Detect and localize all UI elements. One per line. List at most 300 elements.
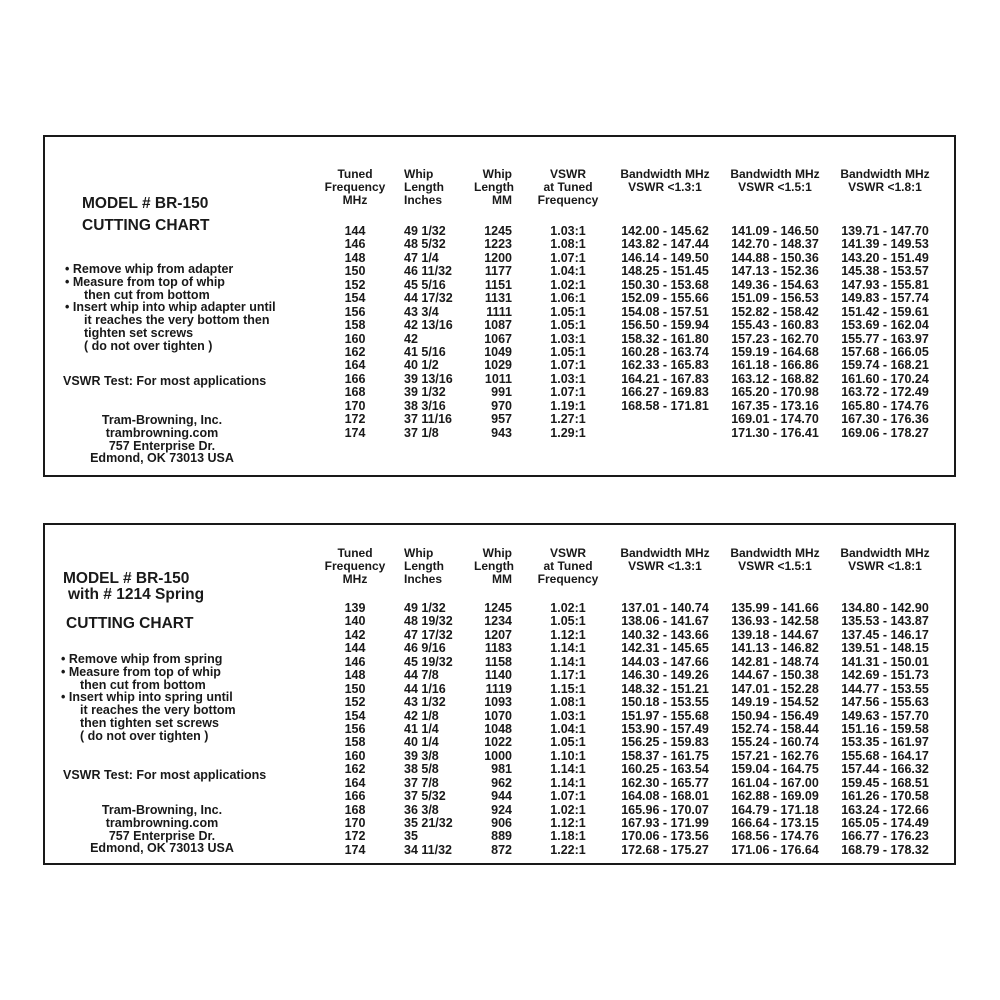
- cell-bandwidth-1-5: 165.20 - 170.98: [731, 385, 819, 400]
- header-line: Frequency: [537, 193, 599, 207]
- header-line: Length: [404, 559, 444, 573]
- company-address-block: [55, 414, 269, 465]
- cell-whip-length-mm: 1151: [484, 277, 512, 292]
- table-row: [320, 412, 940, 425]
- cell-whip-length-mm: 1200: [484, 250, 512, 265]
- table-row: [320, 278, 940, 291]
- header-vswr: [526, 547, 610, 586]
- cell-bandwidth-1-8: 139.51 - 148.15: [841, 641, 929, 656]
- cell-vswr: 1.08:1: [550, 237, 586, 252]
- table-row: [320, 789, 940, 802]
- cell-whip-length-inches: 46 9/16: [404, 641, 446, 656]
- cell-whip-length-inches: 47 17/32: [404, 627, 453, 642]
- cell-whip-length-mm: 1000: [484, 748, 512, 763]
- header-line: Whip: [482, 546, 512, 560]
- header-line: at Tuned: [543, 180, 593, 194]
- header-line: Inches: [404, 193, 443, 207]
- cell-whip-length-inches: 39 3/8: [404, 748, 439, 763]
- cell-bandwidth-1-5: 168.56 - 174.76: [731, 829, 819, 844]
- cell-tuned-frequency: 160: [344, 331, 366, 346]
- table-row: [320, 399, 940, 412]
- table-row: [320, 305, 940, 318]
- table-row: [320, 426, 940, 439]
- cell-vswr: 1.19:1: [550, 398, 586, 413]
- instruction-line: ( do not over tighten ): [84, 338, 213, 353]
- cell-whip-length-mm: 924: [491, 802, 512, 817]
- cell-tuned-frequency: 144: [344, 224, 366, 238]
- cell-vswr: 1.12:1: [550, 816, 586, 830]
- instruction-line: then tighten set screws: [80, 715, 219, 730]
- header-line: MHz: [342, 193, 368, 207]
- cell-vswr: 1.03:1: [550, 224, 586, 238]
- table-row: [320, 695, 940, 708]
- header-line: Whip: [404, 167, 434, 181]
- cell-bandwidth-1-3: 160.28 - 163.74: [621, 344, 709, 359]
- cell-bandwidth-1-5: 169.01 - 174.70: [731, 412, 819, 427]
- company-address-block: [55, 804, 269, 855]
- cutting-chart-panel-br150: [43, 135, 956, 477]
- cell-bandwidth-1-8: 141.39 - 149.53: [841, 237, 929, 252]
- cell-whip-length-inches: 40 1/2: [404, 358, 439, 373]
- cell-vswr: 1.14:1: [550, 775, 586, 790]
- header-tuned-frequency: [320, 168, 390, 207]
- cell-bandwidth-1-5: 136.93 - 142.58: [731, 614, 819, 629]
- cell-bandwidth-1-5: 159.04 - 164.75: [731, 762, 819, 777]
- cell-bandwidth-1-5: 161.04 - 167.00: [731, 775, 819, 790]
- cell-tuned-frequency: 146: [344, 237, 366, 252]
- cell-tuned-frequency: 156: [344, 304, 366, 319]
- cell-tuned-frequency: 164: [344, 775, 366, 790]
- table-row: [320, 291, 940, 304]
- cell-bandwidth-1-8: 149.83 - 157.74: [841, 291, 929, 306]
- table-header-row: [320, 547, 940, 586]
- cell-bandwidth-1-3: 151.97 - 155.68: [621, 708, 709, 723]
- cell-whip-length-mm: 872: [491, 842, 512, 857]
- cell-bandwidth-1-5: 155.43 - 160.83: [731, 318, 819, 333]
- cell-whip-length-inches: 38 3/16: [404, 398, 446, 413]
- cell-bandwidth-1-3: 166.27 - 169.83: [621, 385, 709, 400]
- cell-tuned-frequency: 162: [344, 344, 366, 359]
- chart-label: CUTTING CHART: [82, 217, 210, 234]
- table-row: [320, 776, 940, 789]
- header-line: VSWR <1.5:1: [738, 559, 812, 573]
- cell-bandwidth-1-3: [610, 412, 720, 425]
- table-row: [320, 709, 940, 722]
- cell-tuned-frequency: 168: [344, 802, 366, 817]
- cell-bandwidth-1-8: 163.24 - 172.66: [841, 802, 929, 817]
- header-line: Bandwidth MHz: [840, 546, 930, 560]
- cell-vswr: 1.07:1: [550, 358, 586, 373]
- cell-bandwidth-1-5: 171.30 - 176.41: [731, 425, 819, 440]
- cell-bandwidth-1-3: 167.93 - 171.99: [621, 816, 709, 830]
- cell-vswr: 1.22:1: [550, 842, 586, 857]
- cell-vswr: 1.05:1: [550, 735, 586, 750]
- table-row: [320, 358, 940, 371]
- header-line: MM: [492, 193, 512, 207]
- instructions-list: [65, 263, 276, 353]
- table-row: [320, 318, 940, 331]
- cell-bandwidth-1-8: 137.45 - 146.17: [841, 627, 929, 642]
- cell-whip-length-mm: 1111: [486, 304, 512, 319]
- cell-vswr: 1.14:1: [550, 641, 586, 656]
- cell-bandwidth-1-3: 158.37 - 161.75: [621, 748, 709, 763]
- cell-whip-length-mm: 1070: [484, 708, 512, 723]
- cell-vswr: 1.07:1: [550, 250, 586, 265]
- header-line: Whip: [482, 167, 512, 181]
- cell-vswr: 1.14:1: [550, 762, 586, 777]
- instruction-line: then cut from bottom: [84, 287, 210, 302]
- cell-bandwidth-1-5: 163.12 - 168.82: [731, 371, 819, 386]
- header-line: VSWR <1.5:1: [738, 180, 812, 194]
- cell-bandwidth-1-5: 139.18 - 144.67: [731, 627, 819, 642]
- cell-whip-length-inches: 37 11/16: [404, 412, 452, 427]
- cell-bandwidth-1-8: 161.26 - 170.58: [841, 789, 929, 804]
- company-address-line: Tram-Browning, Inc.: [101, 803, 223, 817]
- cell-bandwidth-1-3: 150.18 - 153.55: [621, 695, 709, 710]
- cell-whip-length-inches: 40 1/4: [404, 735, 439, 750]
- cell-tuned-frequency: 156: [344, 721, 366, 736]
- model-title-line: MODEL # BR-150: [82, 195, 209, 212]
- cell-bandwidth-1-8: 145.38 - 153.57: [841, 264, 929, 279]
- cell-whip-length-mm: 1087: [484, 318, 512, 333]
- company-address-line: Tram-Browning, Inc.: [101, 413, 223, 427]
- cell-whip-length-mm: 1234: [484, 614, 512, 629]
- cell-bandwidth-1-3: [610, 426, 720, 439]
- cell-bandwidth-1-8: 143.20 - 151.49: [841, 250, 929, 265]
- cell-tuned-frequency: 140: [344, 614, 366, 629]
- cell-whip-length-inches: 45 19/32: [404, 654, 453, 669]
- cell-whip-length-inches: 38 5/8: [404, 762, 439, 777]
- table-row: [320, 682, 940, 695]
- cell-whip-length-mm: 1207: [484, 627, 512, 642]
- cell-bandwidth-1-3: 160.25 - 163.54: [621, 762, 709, 777]
- cell-bandwidth-1-5: 149.36 - 154.63: [731, 277, 819, 292]
- cell-whip-length-mm: 970: [491, 398, 512, 413]
- cell-tuned-frequency: 142: [344, 627, 366, 642]
- cell-bandwidth-1-5: 142.81 - 148.74: [731, 654, 819, 669]
- cell-bandwidth-1-8: 144.77 - 153.55: [841, 681, 929, 696]
- cell-vswr: 1.14:1: [550, 654, 586, 669]
- cell-bandwidth-1-5: 162.88 - 169.09: [731, 789, 819, 804]
- cell-whip-length-mm: 944: [491, 789, 512, 804]
- model-title-line: with # 1214 Spring: [68, 586, 205, 603]
- cell-vswr: 1.04:1: [550, 721, 586, 736]
- cell-whip-length-inches: 48 19/32: [404, 614, 453, 629]
- model-title-line: MODEL # BR-150: [63, 570, 190, 587]
- cell-whip-length-inches: 41 1/4: [404, 721, 439, 736]
- table-row: [320, 641, 940, 654]
- cell-vswr: 1.17:1: [550, 668, 586, 683]
- header-line: Bandwidth MHz: [730, 167, 820, 181]
- cell-whip-length-inches: 42 1/8: [404, 708, 439, 723]
- instruction-line: it reaches the very bottom: [80, 703, 236, 718]
- cell-whip-length-inches: 43 1/32: [404, 695, 446, 710]
- header-line: Frequency: [537, 572, 599, 586]
- cell-bandwidth-1-8: 155.77 - 163.97: [841, 331, 929, 346]
- cell-whip-length-inches: 44 1/16: [404, 681, 446, 696]
- cell-whip-length-mm: 1067: [484, 331, 512, 346]
- cell-whip-length-mm: 991: [491, 385, 512, 400]
- cell-bandwidth-1-8: 151.16 - 159.58: [841, 721, 929, 736]
- instructions-list: [61, 653, 236, 743]
- cell-bandwidth-1-3: 172.68 - 175.27: [621, 842, 709, 857]
- cell-bandwidth-1-5: 147.01 - 152.28: [731, 681, 819, 696]
- company-address-line: trambrowning.com: [105, 425, 219, 440]
- cutting-chart-panel-br150-spring: [43, 523, 956, 865]
- table-row: [320, 345, 940, 358]
- cell-bandwidth-1-3: 142.31 - 145.65: [621, 641, 709, 656]
- cell-whip-length-inches: 36 3/8: [404, 802, 439, 817]
- instruction-line: • Insert whip into spring until: [61, 690, 233, 705]
- cell-vswr: 1.06:1: [550, 291, 586, 306]
- header-whip-length-mm: [474, 547, 512, 586]
- model-title: [63, 571, 204, 603]
- cell-tuned-frequency: 139: [344, 601, 366, 615]
- cell-vswr: 1.18:1: [550, 829, 586, 844]
- cell-vswr: 1.15:1: [550, 681, 586, 696]
- cell-tuned-frequency: 166: [344, 371, 366, 386]
- cell-bandwidth-1-8: 151.42 - 159.61: [841, 304, 929, 319]
- header-line: Frequency: [324, 180, 386, 194]
- header-line: VSWR <1.3:1: [628, 180, 702, 194]
- instruction-line: • Measure from top of whip: [65, 274, 225, 289]
- table-body: [320, 601, 940, 856]
- cell-tuned-frequency: 174: [344, 842, 366, 857]
- cell-vswr: 1.03:1: [550, 331, 586, 346]
- cell-bandwidth-1-5: 161.18 - 166.86: [731, 358, 819, 373]
- cell-bandwidth-1-8: 155.68 - 164.17: [841, 748, 929, 763]
- table-row: [320, 601, 940, 614]
- cell-bandwidth-1-8: 141.31 - 150.01: [841, 654, 929, 669]
- cell-whip-length-mm: 1245: [484, 224, 512, 238]
- cell-vswr: 1.02:1: [550, 277, 586, 292]
- cell-vswr: 1.05:1: [550, 304, 586, 319]
- cell-bandwidth-1-8: 142.69 - 151.73: [841, 668, 929, 683]
- header-tuned-frequency: [320, 547, 390, 586]
- table-row: [320, 655, 940, 668]
- header-line: Inches: [404, 572, 443, 586]
- cell-bandwidth-1-3: 143.82 - 147.44: [621, 237, 709, 252]
- cell-bandwidth-1-5: 159.19 - 164.68: [731, 344, 819, 359]
- cell-bandwidth-1-8: 165.80 - 174.76: [841, 398, 929, 413]
- cell-whip-length-mm: 1011: [484, 371, 512, 386]
- cell-vswr: 1.05:1: [550, 614, 586, 629]
- model-title: [82, 194, 208, 214]
- cell-whip-length-inches: 46 11/32: [404, 264, 452, 279]
- table-row: [320, 628, 940, 641]
- cell-whip-length-inches: 42: [404, 331, 418, 346]
- header-line: VSWR: [550, 546, 586, 560]
- cell-bandwidth-1-3: 148.25 - 151.45: [621, 264, 709, 279]
- cell-bandwidth-1-3: 140.32 - 143.66: [621, 627, 709, 642]
- cell-tuned-frequency: 150: [344, 681, 366, 696]
- header-line: at Tuned: [543, 559, 593, 573]
- header-line: Bandwidth MHz: [620, 546, 710, 560]
- cell-whip-length-inches: 43 3/4: [404, 304, 439, 319]
- table-header-row: [320, 168, 940, 207]
- cell-vswr: 1.10:1: [550, 748, 586, 763]
- cell-bandwidth-1-8: 161.60 - 170.24: [841, 371, 929, 386]
- cell-vswr: 1.29:1: [550, 425, 586, 440]
- cell-bandwidth-1-5: 164.79 - 171.18: [731, 802, 819, 817]
- header-bandwidth-1-3: [610, 547, 720, 586]
- cell-whip-length-mm: 1093: [484, 695, 512, 710]
- table-row: [320, 803, 940, 816]
- cell-bandwidth-1-5: 142.70 - 148.37: [731, 237, 819, 252]
- cell-whip-length-inches: 37 1/8: [404, 425, 439, 440]
- cell-bandwidth-1-8: 169.06 - 178.27: [841, 425, 929, 440]
- header-line: Tuned: [337, 167, 373, 181]
- cell-bandwidth-1-5: 144.67 - 150.38: [731, 668, 819, 683]
- cell-bandwidth-1-5: 157.21 - 162.76: [731, 748, 819, 763]
- cell-bandwidth-1-8: 166.77 - 176.23: [841, 829, 929, 844]
- header-line: VSWR: [550, 167, 586, 181]
- cell-whip-length-inches: 39 1/32: [404, 385, 446, 400]
- header-line: Length: [404, 180, 444, 194]
- cell-bandwidth-1-8: 153.35 - 161.97: [841, 735, 929, 750]
- header-line: Bandwidth MHz: [840, 167, 930, 181]
- cell-tuned-frequency: 154: [344, 708, 366, 723]
- cell-bandwidth-1-3: 138.06 - 141.67: [621, 614, 709, 629]
- table-row: [320, 843, 940, 856]
- cell-tuned-frequency: 172: [344, 412, 366, 427]
- cell-vswr: 1.27:1: [550, 412, 586, 427]
- cell-whip-length-mm: 889: [491, 829, 512, 844]
- table-row: [320, 372, 940, 385]
- cell-tuned-frequency: 158: [344, 735, 366, 750]
- table-row: [320, 224, 940, 237]
- header-line: Length: [474, 180, 514, 194]
- instruction-line: • Remove whip from spring: [61, 652, 223, 666]
- cell-bandwidth-1-8: 153.69 - 162.04: [841, 318, 929, 333]
- cell-bandwidth-1-3: 154.08 - 157.51: [621, 304, 709, 319]
- cell-bandwidth-1-3: 148.32 - 151.21: [621, 681, 709, 696]
- table-row: [320, 251, 940, 264]
- cell-bandwidth-1-3: 162.30 - 165.77: [621, 775, 709, 790]
- cell-whip-length-inches: 49 1/32: [404, 601, 446, 615]
- cell-whip-length-inches: 49 1/32: [404, 224, 446, 238]
- cell-bandwidth-1-8: 159.45 - 168.51: [841, 775, 929, 790]
- cell-whip-length-mm: 1048: [484, 721, 512, 736]
- header-line: Bandwidth MHz: [620, 167, 710, 181]
- cell-whip-length-inches: 44 7/8: [404, 668, 439, 683]
- cell-whip-length-inches: 45 5/16: [404, 277, 446, 292]
- header-whip-length-inches: [390, 168, 474, 207]
- cell-bandwidth-1-8: 157.68 - 166.05: [841, 344, 929, 359]
- table-row: [320, 264, 940, 277]
- cell-vswr: 1.05:1: [550, 318, 586, 333]
- cell-whip-length-mm: 1029: [484, 358, 512, 373]
- cell-whip-length-inches: 39 13/16: [404, 371, 453, 386]
- cell-bandwidth-1-5: 141.13 - 146.82: [731, 641, 819, 656]
- header-line: VSWR <1.8:1: [848, 180, 922, 194]
- cell-bandwidth-1-3: 164.21 - 167.83: [621, 371, 709, 386]
- cell-whip-length-mm: 1158: [484, 654, 512, 669]
- cell-bandwidth-1-8: 134.80 - 142.90: [841, 601, 929, 615]
- cell-bandwidth-1-3: 142.00 - 145.62: [621, 224, 709, 238]
- cell-tuned-frequency: 172: [344, 829, 366, 844]
- cell-bandwidth-1-3: 156.50 - 159.94: [621, 318, 709, 333]
- header-line: MM: [492, 572, 512, 586]
- cell-whip-length-mm: 1223: [484, 237, 512, 252]
- cell-bandwidth-1-3: 158.32 - 161.80: [621, 331, 709, 346]
- cell-vswr: 1.12:1: [550, 627, 586, 642]
- table-body: [320, 224, 940, 439]
- cell-bandwidth-1-8: 167.30 - 176.36: [841, 412, 929, 427]
- cell-bandwidth-1-3: 156.25 - 159.83: [621, 735, 709, 750]
- cell-whip-length-mm: 981: [491, 762, 512, 777]
- cell-bandwidth-1-3: 153.90 - 157.49: [621, 721, 709, 736]
- cell-bandwidth-1-5: 150.94 - 156.49: [731, 708, 819, 723]
- cell-bandwidth-1-8: 149.63 - 157.70: [841, 708, 929, 723]
- cell-whip-length-mm: 1140: [484, 668, 512, 683]
- header-line: VSWR <1.8:1: [848, 559, 922, 573]
- cell-whip-length-inches: 35 21/32: [404, 816, 453, 830]
- header-bandwidth-1-8: [830, 168, 940, 207]
- cell-vswr: 1.05:1: [550, 344, 586, 359]
- cell-bandwidth-1-3: 165.96 - 170.07: [621, 802, 709, 817]
- header-line: VSWR <1.3:1: [628, 559, 702, 573]
- cell-bandwidth-1-5: 151.09 - 156.53: [731, 291, 819, 306]
- cell-whip-length-mm: 906: [491, 816, 512, 830]
- cell-bandwidth-1-5: 166.64 - 173.15: [731, 816, 819, 830]
- cell-whip-length-mm: 1119: [485, 681, 512, 696]
- cell-whip-length-inches: 47 1/4: [404, 250, 439, 265]
- cell-tuned-frequency: 174: [344, 425, 366, 440]
- header-line: Tuned: [337, 546, 373, 560]
- cell-bandwidth-1-8: 157.44 - 166.32: [841, 762, 929, 777]
- cell-tuned-frequency: 152: [344, 695, 366, 710]
- header-line: Bandwidth MHz: [730, 546, 820, 560]
- cell-tuned-frequency: 158: [344, 318, 366, 333]
- cell-vswr: 1.08:1: [550, 695, 586, 710]
- company-address-line: 757 Enterprise Dr.: [108, 438, 216, 453]
- cell-tuned-frequency: 150: [344, 264, 366, 279]
- instruction-line: • Remove whip from adapter: [65, 262, 234, 276]
- cell-tuned-frequency: 170: [344, 816, 366, 830]
- cell-bandwidth-1-5: 149.19 - 154.52: [731, 695, 819, 710]
- table-row: [320, 829, 940, 842]
- cell-bandwidth-1-5: 167.35 - 173.16: [731, 398, 819, 413]
- cell-bandwidth-1-5: 155.24 - 160.74: [731, 735, 819, 750]
- cell-bandwidth-1-8: 168.79 - 178.32: [841, 842, 929, 857]
- cell-bandwidth-1-5: 152.82 - 158.42: [731, 304, 819, 319]
- cell-vswr: 1.03:1: [550, 371, 586, 386]
- cell-whip-length-mm: 943: [491, 425, 512, 440]
- instruction-line: • Insert whip into whip adapter until: [65, 300, 276, 315]
- cell-bandwidth-1-5: 144.88 - 150.36: [731, 250, 819, 265]
- vswr-test-note: VSWR Test: For most applications: [63, 374, 267, 388]
- cell-bandwidth-1-3: 162.33 - 165.83: [621, 358, 709, 373]
- header-bandwidth-1-8: [830, 547, 940, 586]
- cell-bandwidth-1-8: 159.74 - 168.21: [841, 358, 929, 373]
- cell-bandwidth-1-8: 163.72 - 172.49: [841, 385, 929, 400]
- cell-tuned-frequency: 160: [344, 748, 366, 763]
- instruction-line: then cut from bottom: [80, 677, 206, 692]
- table-row: [320, 735, 940, 748]
- instruction-line: ( do not over tighten ): [80, 728, 209, 743]
- cell-whip-length-inches: 42 13/16: [404, 318, 453, 333]
- cell-bandwidth-1-3: 164.08 - 168.01: [621, 789, 709, 804]
- cell-whip-length-inches: 48 5/32: [404, 237, 446, 252]
- cell-bandwidth-1-5: 147.13 - 152.36: [731, 264, 819, 279]
- cell-tuned-frequency: 146: [344, 654, 366, 669]
- cell-tuned-frequency: 144: [344, 641, 366, 656]
- table-row: [320, 385, 940, 398]
- chart-label: CUTTING CHART: [66, 615, 194, 632]
- cell-bandwidth-1-5: 157.23 - 162.70: [731, 331, 819, 346]
- header-line: Length: [474, 559, 514, 573]
